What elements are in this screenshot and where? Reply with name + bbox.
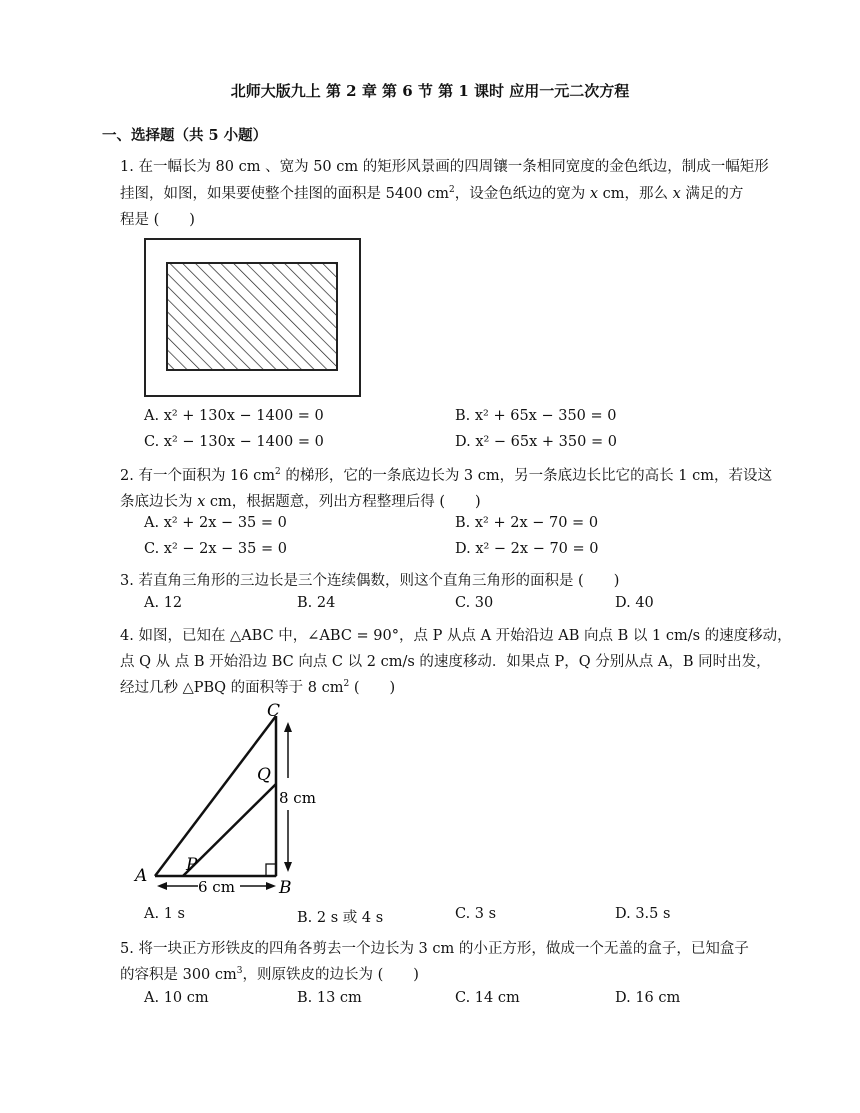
label-a: A xyxy=(135,866,148,886)
q1-option-d[interactable]: D. x² − 65x + 350 = 0 xyxy=(455,434,617,450)
q4-option-d[interactable]: D. 3.5 s xyxy=(615,906,671,922)
q1-line3: 程是 ( ) xyxy=(120,212,195,228)
q2-line1: 2. 有一个面积为 16 $cm^2$ 的梯形，它的一条底边长为 3 cm，另一条底边长比它的高长 1 cm，若设这 xyxy=(120,467,772,484)
q5-option-d[interactable]: D. 16 cm xyxy=(615,990,681,1006)
q2-option-a[interactable]: A. x² + 2x − 35 = 0 xyxy=(144,515,287,531)
right-angle-mark xyxy=(266,864,276,876)
arrow-left-icon xyxy=(157,882,167,890)
label-length-cb: 8 cm xyxy=(279,789,316,807)
q5-option-c[interactable]: C. 14 cm xyxy=(455,990,520,1006)
q2-option-b[interactable]: B. x² + 2x − 70 = 0 xyxy=(455,515,599,531)
q4-triangle-figure xyxy=(130,700,330,896)
q4-line3: 经过几秒 △PBQ 的面积等于 8 $cm^2$ ( ) xyxy=(120,679,396,696)
q3-option-c[interactable]: C. 30 xyxy=(455,595,494,611)
q2-option-c[interactable]: C. x² − 2x − 35 = 0 xyxy=(144,541,287,557)
inner-painting xyxy=(167,263,337,370)
arrow-up-icon xyxy=(284,722,292,732)
arrow-down-icon xyxy=(284,862,292,872)
section-heading: 一、选择题（共 5 小题） xyxy=(102,127,268,144)
page-title: 北师大版九上 第 2 章 第 6 节 第 1 课时 应用一元二次方程 xyxy=(230,82,630,100)
q5-option-b[interactable]: B. 13 cm xyxy=(297,990,362,1006)
q5-line2: 的容积是 300 $cm^3$，则原铁皮的边长为 ( ) xyxy=(120,966,419,983)
q4-option-c[interactable]: C. 3 s xyxy=(455,906,497,922)
label-c: C xyxy=(267,701,281,721)
q4-option-a[interactable]: A. 1 s xyxy=(144,906,185,922)
q3-option-a[interactable]: A. 12 xyxy=(144,595,183,611)
q1-option-a[interactable]: A. x² + 130x − 1400 = 0 xyxy=(144,408,324,424)
side-ac xyxy=(155,716,276,876)
q3-line1: 3. 若直角三角形的三边长是三个连续偶数，则这个直角三角形的面积是 ( ) xyxy=(120,573,620,589)
q2-option-d[interactable]: D. x² − 2x − 70 = 0 xyxy=(455,541,599,557)
q1-line1: 1. 在一幅长为 80 cm 、宽为 50 cm 的矩形风景画的四周镶一条相同宽度的金色纸边，制成一幅矩形 xyxy=(120,159,769,175)
q1-frame-figure xyxy=(144,238,362,398)
q4-option-b[interactable]: B. 2 s 或 4 s xyxy=(297,910,384,926)
q3-option-b[interactable]: B. 24 xyxy=(297,595,336,611)
q5-option-a[interactable]: A. 10 cm xyxy=(144,990,209,1006)
label-p: P xyxy=(186,855,198,875)
label-length-ab: 6 cm xyxy=(198,878,235,896)
arrow-right-icon xyxy=(266,882,276,890)
q4-line1: 4. 如图，已知在 △ABC 中，∠ABC = 90°，点 P 从点 A 开始沿边 AB 向点 B 以 1 cm/s 的速度移动， xyxy=(120,628,792,644)
label-q: Q xyxy=(257,765,271,785)
q1-option-b[interactable]: B. x² + 65x − 350 = 0 xyxy=(455,408,617,424)
q3-option-d[interactable]: D. 40 xyxy=(615,595,654,611)
q1-option-c[interactable]: C. x² − 130x − 1400 = 0 xyxy=(144,434,324,450)
q2-line2: 条底边长为 x cm，根据题意，列出方程整理后得 ( ) xyxy=(120,494,481,510)
q4-line2: 点 Q 从 点 B 开始沿边 BC 向点 C 以 2 cm/s 的速度移动．如果点 P，Q 分别从点 A，B 同时出发， xyxy=(120,654,771,670)
label-b: B xyxy=(279,878,292,896)
q5-line1: 5. 将一块正方形铁皮的四角各剪去一个边长为 3 cm 的小正方形，做成一个无盖的盒子，已知盒子 xyxy=(120,941,749,957)
q1-line2: 挂图，如图，如果要使整个挂图的面积是 5400 $cm^2$，设金色纸边的宽为 x cm，那么 x 满足的方 xyxy=(120,185,744,202)
